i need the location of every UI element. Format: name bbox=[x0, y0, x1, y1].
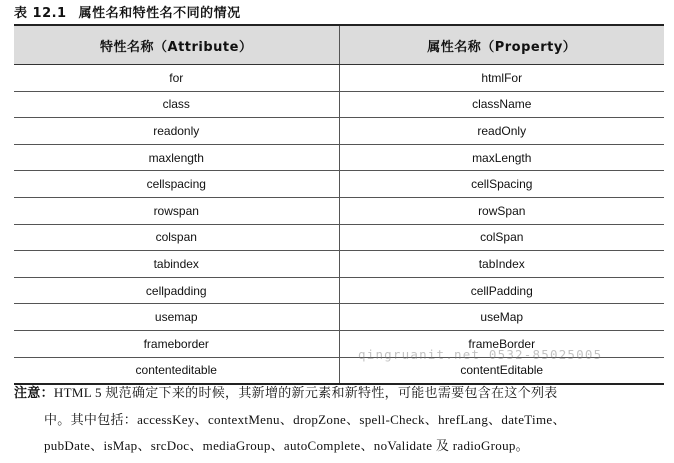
table-row bbox=[14, 330, 664, 357]
note-line bbox=[14, 380, 666, 407]
table-header bbox=[14, 26, 664, 65]
attribute-cell: usemap bbox=[154, 310, 198, 325]
note-label: 注意： bbox=[14, 386, 54, 401]
note-line: 中。其中包括：accessKey、contextMenu、dropZone、spell-Check、hrefLang、dateTime、 bbox=[44, 412, 566, 427]
property-cell: htmlFor bbox=[339, 65, 665, 91]
attribute-cell: colspan bbox=[155, 230, 197, 245]
attribute-cell: maxlength bbox=[148, 150, 204, 165]
property-cell: contentEditable bbox=[339, 358, 665, 384]
property-cell: maxLength bbox=[339, 145, 665, 171]
attribute-cell: rowspan bbox=[153, 203, 199, 218]
attribute-cell: tabindex bbox=[153, 256, 199, 271]
table-caption bbox=[14, 2, 241, 21]
property-cell: cellPadding bbox=[339, 278, 665, 304]
attribute-cell: for bbox=[169, 70, 184, 85]
header-attribute: 特性名称（Attribute） bbox=[100, 39, 253, 55]
note-paragraph bbox=[14, 380, 666, 459]
caption-number: 表 12.1 bbox=[14, 6, 67, 21]
table-row bbox=[14, 224, 664, 251]
attribute-cell: class bbox=[162, 97, 190, 112]
attribute-cell: frameborder bbox=[143, 336, 209, 351]
property-cell: className bbox=[339, 92, 665, 118]
table-row bbox=[14, 250, 664, 277]
table-row bbox=[14, 170, 664, 197]
caption-title: 属性名和特性名不同的情况 bbox=[78, 6, 241, 21]
table-row bbox=[14, 277, 664, 304]
attribute-cell: contenteditable bbox=[135, 363, 217, 378]
watermark-text: qingruanit.net 0532-85025005 bbox=[358, 347, 603, 362]
table-row bbox=[14, 144, 664, 171]
attribute-cell: cellspacing bbox=[146, 177, 206, 192]
table-row bbox=[14, 303, 664, 330]
table-row bbox=[14, 197, 664, 224]
property-cell: cellSpacing bbox=[339, 171, 665, 197]
table-row bbox=[14, 91, 664, 118]
header-property: 属性名称（Property） bbox=[339, 26, 665, 64]
table-row bbox=[14, 117, 664, 144]
attribute-cell: readonly bbox=[153, 123, 200, 138]
property-cell: colSpan bbox=[339, 225, 665, 251]
table-body bbox=[14, 65, 664, 383]
attribute-property-table bbox=[14, 24, 664, 385]
property-cell: rowSpan bbox=[339, 198, 665, 224]
note-line: pubDate、isMap、srcDoc、mediaGroup、autoComplete、noValidate 及 radioGroup。 bbox=[44, 438, 529, 453]
attribute-cell: cellpadding bbox=[145, 283, 207, 298]
property-cell: frameBorder bbox=[339, 331, 665, 357]
property-cell: readOnly bbox=[339, 118, 665, 144]
property-cell: useMap bbox=[339, 304, 665, 330]
table-row bbox=[14, 65, 664, 91]
property-cell: tabIndex bbox=[339, 251, 665, 277]
note-text: HTML 5 规范确定下来的时候，其新增的新元素和新特性，可能也需要包含在这个列表 bbox=[53, 385, 558, 400]
